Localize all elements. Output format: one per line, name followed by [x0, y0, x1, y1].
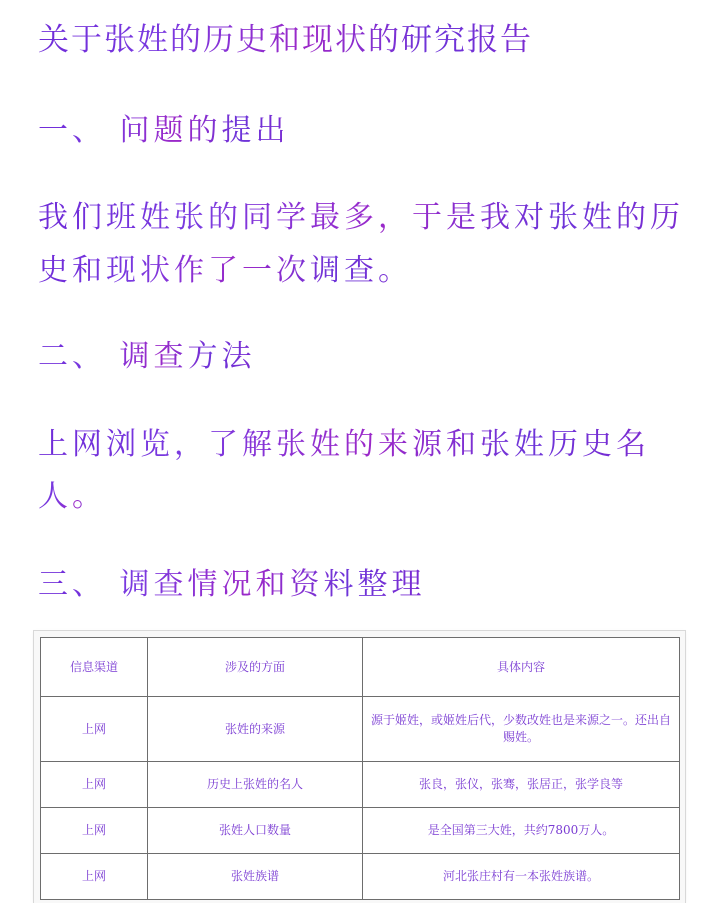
- section-heading-2: 二、 调查方法: [38, 337, 256, 377]
- table-cell: 张姓的来源: [148, 697, 363, 762]
- table-cell: 源于姬姓，或姬姓后代，少数改姓也是来源之一。还出自赐姓。: [363, 697, 680, 762]
- table-row: [41, 854, 680, 900]
- table-cell: 上网: [41, 854, 148, 900]
- table-row: [41, 762, 680, 808]
- section-heading-3: 三、 调查情况和资料整理: [38, 565, 426, 605]
- table-header-channel: 信息渠道: [41, 638, 148, 697]
- table-cell: 上网: [41, 762, 148, 808]
- table-cell: 上网: [41, 808, 148, 854]
- table-cell: 张良，张仪，张骞，张居正，张学良等: [363, 762, 680, 808]
- table-row: [41, 697, 680, 762]
- table-header-row: [41, 638, 680, 697]
- investigation-table: [40, 637, 680, 900]
- table-header-aspect: 涉及的方面: [148, 638, 363, 697]
- table-cell: 张姓人口数量: [148, 808, 363, 854]
- document-title: 关于张姓的历史和现状的研究报告: [38, 22, 533, 58]
- table-cell: 张姓族谱: [148, 854, 363, 900]
- investigation-table-image: [34, 631, 685, 903]
- table-cell: 是全国第三大姓，共约7800万人。: [363, 808, 680, 854]
- table-cell: 历史上张姓的名人: [148, 762, 363, 808]
- table-header-content: 具体内容: [363, 638, 680, 697]
- section-2-text-line-2: 人。: [38, 477, 106, 517]
- section-1-text-line-1: 我们班姓张的同学最多，于是我对张姓的历: [38, 198, 684, 238]
- section-2-text-line-1: 上网浏览，了解张姓的来源和张姓历史名: [38, 425, 650, 465]
- table-row: [41, 808, 680, 854]
- section-heading-1: 一、 问题的提出: [38, 111, 290, 151]
- table-cell: 河北张庄村有一本张姓族谱。: [363, 854, 680, 900]
- section-1-text-line-2: 史和现状作了一次调查。: [38, 251, 412, 291]
- table-cell: 上网: [41, 697, 148, 762]
